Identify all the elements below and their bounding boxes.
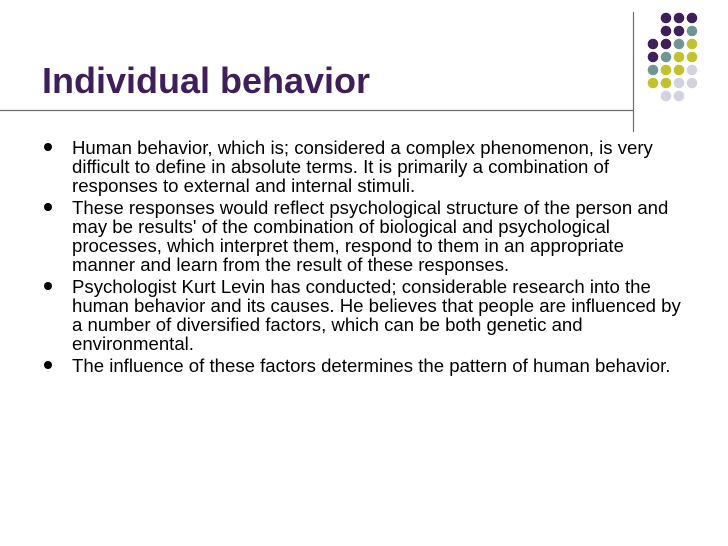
bullet-item-1 <box>44 138 684 195</box>
decorative-dot <box>687 26 698 37</box>
bullet-dot-icon <box>44 143 52 151</box>
decorative-dot <box>661 13 672 24</box>
bullet-dot-icon <box>44 361 52 369</box>
decorative-dot <box>674 26 685 37</box>
bullet-item-2 <box>44 198 684 274</box>
bullet-text: The influence of these factors determines the pattern of human behavior. <box>72 355 671 376</box>
decorative-dot <box>674 91 685 102</box>
decorative-dot <box>661 52 672 63</box>
decorative-dot <box>674 39 685 50</box>
decorative-dot <box>687 78 698 89</box>
decorative-dot <box>687 39 698 50</box>
decorative-dot <box>674 65 685 76</box>
decorative-dot <box>687 52 698 63</box>
bullet-text: Human behavior, which is; considered a complex phenomenon, is very difficult to define in absolute terms. It is primarily a combination of responses to external and internal stimuli. <box>72 137 653 196</box>
decorative-dot <box>661 65 672 76</box>
bullet-list <box>44 138 684 378</box>
decorative-dot <box>648 78 659 89</box>
decorative-dot <box>661 39 672 50</box>
bullet-dot-icon <box>44 282 52 290</box>
decorative-dot <box>674 52 685 63</box>
bullet-text: These responses would reflect psychological structure of the person and may be results' of the combination of biological and psychological processes, which interpret them, respond to them in an appropriate manner and learn from the result of these responses. <box>72 197 669 275</box>
bullet-dot-icon <box>44 203 52 211</box>
decorative-dot <box>648 65 659 76</box>
decorative-dot <box>687 65 698 76</box>
decorative-dot <box>674 78 685 89</box>
bullet-item-4 <box>44 356 684 375</box>
decorative-dot <box>661 26 672 37</box>
decorative-dot <box>687 13 698 24</box>
decorative-dot <box>674 13 685 24</box>
decorative-dot <box>648 39 659 50</box>
bullet-text: Psychologist Kurt Levin has conducted; considerable research into the human behavior and its causes. He believes that people are influenced by a number of diversified factors, which can be both genetic and environmental. <box>72 276 681 354</box>
decorative-dot <box>648 52 659 63</box>
bullet-item-3 <box>44 277 684 353</box>
decorative-dot <box>661 78 672 89</box>
decorative-dot <box>661 91 672 102</box>
slide-title: Individual behavior <box>42 60 371 101</box>
